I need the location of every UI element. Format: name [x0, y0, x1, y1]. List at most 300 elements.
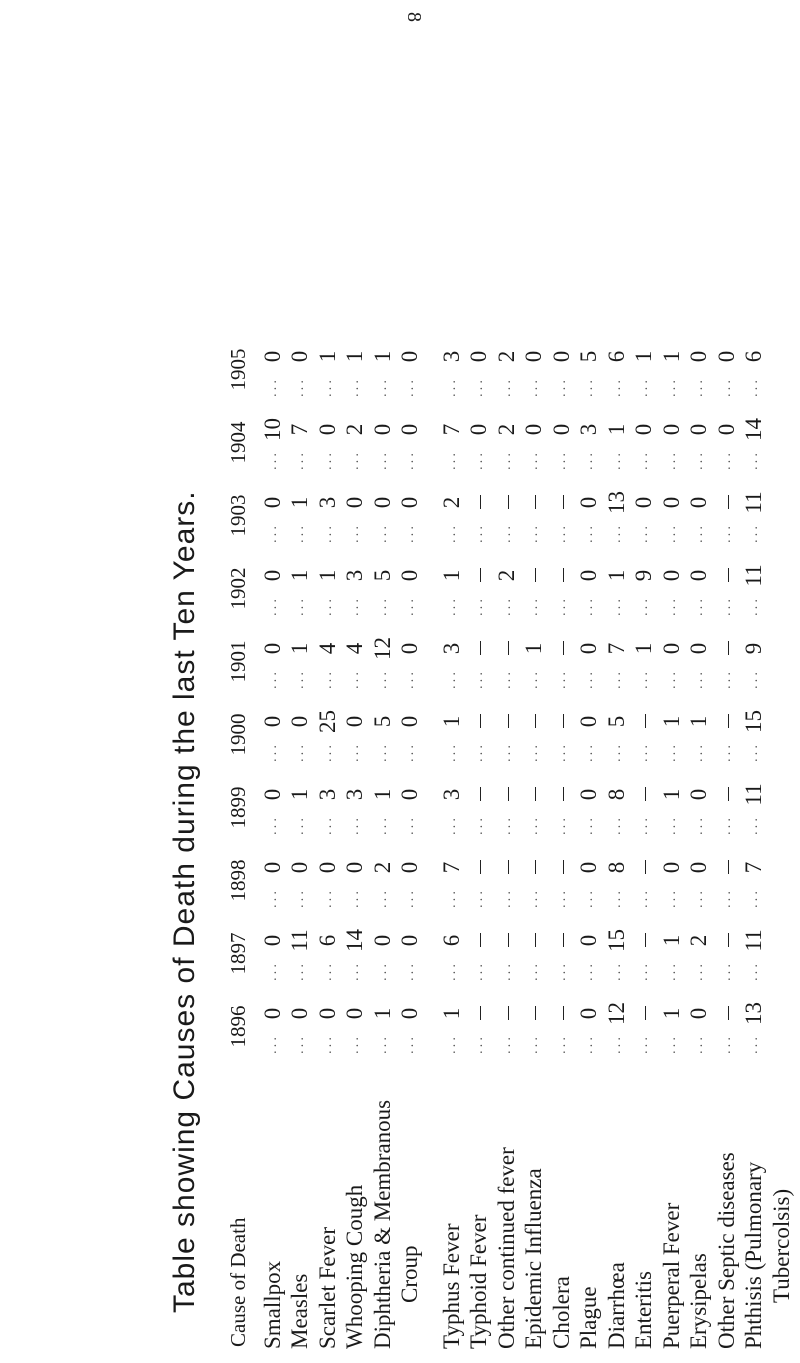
value-text: 0: [658, 861, 684, 874]
value-text: [494, 853, 520, 883]
cause-cell: Puerperal Fever: [658, 1202, 684, 1349]
value-cell: [342, 552, 370, 625]
leader-dots: ···: [502, 669, 518, 690]
leader-dots: ···: [585, 523, 601, 544]
leader-dots: ···: [475, 742, 491, 763]
value-cell: [438, 990, 466, 1063]
value-cell: [259, 698, 287, 771]
leader-dots: ···: [722, 596, 738, 617]
leader-dots: ···: [750, 815, 766, 836]
value-text: [631, 999, 657, 1029]
value-text: 0: [466, 423, 492, 436]
value-cell: [259, 479, 287, 552]
dash-mark: [480, 642, 481, 656]
value-text: 0: [314, 861, 340, 874]
leader-dots: ···: [378, 815, 394, 836]
value-text: [466, 634, 492, 664]
value-text: 5: [576, 350, 602, 363]
value-cell: [397, 625, 425, 698]
value-cell: [548, 844, 576, 917]
leader-dots: ···: [640, 742, 656, 763]
leader-dots: ···: [530, 596, 546, 617]
leader-dots: ···: [695, 669, 711, 690]
value-text: 3: [314, 496, 340, 509]
value-cell: [548, 625, 576, 698]
leader-dots: ···: [406, 596, 422, 617]
year-header: 1899: [225, 786, 250, 829]
value-text: 0: [397, 350, 423, 363]
leader-dots: ···: [750, 888, 766, 909]
value-cell: [631, 406, 659, 479]
value-text: [549, 853, 575, 883]
value-text: 0: [631, 496, 657, 509]
value-text: 0: [576, 715, 602, 728]
value-cell: [287, 698, 315, 771]
value-cell: [713, 990, 741, 1063]
leader-dots: ···: [612, 523, 628, 544]
value-text: 0: [521, 350, 547, 363]
leader-dots: ···: [447, 742, 463, 763]
value-cell: [713, 844, 741, 917]
value-text: 1: [287, 496, 313, 509]
value-text: 1: [658, 715, 684, 728]
value-cell: [342, 479, 370, 552]
leader-dots: ···: [351, 888, 367, 909]
leader-dots: ···: [585, 450, 601, 471]
value-text: 1: [438, 715, 464, 728]
leader-dots: ···: [750, 377, 766, 398]
value-cell: [768, 406, 796, 479]
leader-dots: ···: [502, 961, 518, 982]
value-cell: [314, 552, 342, 625]
value-text: 11: [741, 783, 767, 806]
value-text: [549, 488, 575, 518]
value-cell: [342, 917, 370, 990]
value-cell: [658, 333, 686, 406]
value-text: 9: [631, 569, 657, 582]
leader-dots: ···: [530, 450, 546, 471]
leader-dots: ···: [722, 815, 738, 836]
value-cell: [369, 333, 397, 406]
value-cell: [603, 406, 631, 479]
value-cell: [493, 917, 521, 990]
leader-dots: ···: [667, 596, 683, 617]
value-text: 0: [369, 496, 395, 509]
value-text: 0: [259, 642, 285, 655]
leader-dots: ···: [722, 523, 738, 544]
leader-dots: ···: [557, 742, 573, 763]
value-text: 0: [397, 934, 423, 947]
value-cell: [287, 844, 315, 917]
value-text: [466, 780, 492, 810]
value-text: 1: [369, 1007, 395, 1020]
value-text: 1: [369, 788, 395, 801]
value-cell: [521, 333, 549, 406]
value-cell: [631, 917, 659, 990]
leader-dots: ···: [447, 815, 463, 836]
value-cell: [603, 552, 631, 625]
value-cell: [631, 771, 659, 844]
leader-dots: ···: [585, 596, 601, 617]
value-cell: [259, 552, 287, 625]
leader-dots: ···: [268, 1034, 284, 1055]
value-cell: [576, 698, 604, 771]
value-cell: [686, 333, 714, 406]
leader-dots: ···: [557, 1034, 573, 1055]
value-cell: [768, 844, 796, 917]
value-cell: [342, 406, 370, 479]
value-text: 1: [438, 1007, 464, 1020]
cause-cell: Smallpox: [259, 1260, 285, 1349]
leader-dots: ···: [530, 377, 546, 398]
value-text: 2: [438, 496, 464, 509]
dash-mark: [535, 788, 536, 802]
value-text: 2: [493, 569, 519, 582]
value-text: 0: [658, 569, 684, 582]
leader-dots: ···: [612, 450, 628, 471]
leader-dots: ···: [351, 523, 367, 544]
leader-dots: ···: [530, 888, 546, 909]
leader-dots: ···: [447, 669, 463, 690]
value-cell: [493, 844, 521, 917]
value-text: 25: [314, 710, 340, 733]
value-cell: [521, 917, 549, 990]
dash-mark: [563, 642, 564, 656]
value-cell: [314, 333, 342, 406]
value-text: 1: [603, 569, 629, 582]
leader-dots: ···: [640, 596, 656, 617]
dash-mark: [563, 861, 564, 875]
value-cell: [438, 771, 466, 844]
value-text: [549, 707, 575, 737]
leader-dots: ···: [640, 961, 656, 982]
leader-dots: ···: [667, 523, 683, 544]
value-text: 0: [576, 934, 602, 947]
value-cell: [466, 552, 494, 625]
leader-dots: ···: [502, 742, 518, 763]
leader-dots: ···: [585, 961, 601, 982]
dash-mark: [728, 788, 729, 802]
year-header: 1903: [225, 494, 250, 537]
value-cell: [466, 990, 494, 1063]
leader-dots: ···: [378, 1034, 394, 1055]
dash-mark: [480, 569, 481, 583]
leader-dots: ···: [750, 669, 766, 690]
value-text: 0: [397, 423, 423, 436]
cause-cell: Tubercolsis): [768, 1188, 794, 1303]
value-cell: [686, 479, 714, 552]
value-text: 1: [658, 788, 684, 801]
leader-dots: ···: [640, 450, 656, 471]
leader-dots: ···: [557, 523, 573, 544]
leader-dots: ···: [557, 377, 573, 398]
value-text: 0: [259, 1007, 285, 1020]
value-text: [549, 780, 575, 810]
value-text: 1: [438, 569, 464, 582]
leader-dots: ···: [406, 742, 422, 763]
leader-dots: ···: [722, 961, 738, 982]
value-cell: [576, 625, 604, 698]
page-number: 8: [403, 12, 425, 22]
value-cell: [548, 479, 576, 552]
value-text: 0: [713, 350, 739, 363]
value-cell: [576, 990, 604, 1063]
value-cell: [658, 990, 686, 1063]
value-cell: [631, 625, 659, 698]
value-text: 0: [314, 1007, 340, 1020]
value-text: [521, 780, 547, 810]
dash-mark: [508, 788, 509, 802]
leader-dots: ···: [695, 815, 711, 836]
leader-dots: ···: [378, 669, 394, 690]
cause-cell: Other Septic diseases: [713, 1152, 739, 1349]
leader-dots: ···: [640, 888, 656, 909]
value-text: 6: [314, 934, 340, 947]
value-cell: [741, 406, 769, 479]
value-text: 0: [658, 496, 684, 509]
leader-dots: ···: [750, 1034, 766, 1055]
leader-dots: ···: [750, 742, 766, 763]
value-text: 15: [603, 929, 629, 952]
value-text: 0: [521, 423, 547, 436]
leader-dots: ···: [351, 669, 367, 690]
leader-dots: ···: [530, 523, 546, 544]
leader-dots: ···: [722, 377, 738, 398]
value-cell: [314, 771, 342, 844]
value-text: 0: [342, 496, 368, 509]
leader-dots: ···: [296, 888, 312, 909]
value-cell: [493, 990, 521, 1063]
leader-dots: ···: [296, 1034, 312, 1055]
leader-dots: ···: [695, 523, 711, 544]
value-cell: [741, 771, 769, 844]
value-cell: [603, 698, 631, 771]
cause-cell: Diarrhœa: [603, 1262, 629, 1349]
value-text: 13: [603, 491, 629, 514]
value-text: 0: [686, 788, 712, 801]
leader-dots: ···: [502, 815, 518, 836]
value-cell: [521, 552, 549, 625]
value-text: 1: [369, 350, 395, 363]
spacer-cell: [424, 333, 438, 1353]
value-text: 2: [493, 423, 519, 436]
leader-dots: ···: [323, 596, 339, 617]
year-header: 1905: [225, 348, 250, 391]
leader-dots: ···: [667, 450, 683, 471]
value-text: 1: [658, 1007, 684, 1020]
cause-cell: Measles: [287, 1273, 313, 1349]
leader-dots: ···: [296, 450, 312, 471]
value-cell: [741, 917, 769, 990]
row-spacer: [424, 333, 438, 1353]
value-cell: [438, 552, 466, 625]
value-text: 8: [603, 788, 629, 801]
cause-cell: Epidemic Influenza: [521, 1168, 547, 1349]
value-cell: [603, 917, 631, 990]
table-row: [369, 333, 397, 1353]
table-row: [603, 333, 631, 1353]
cause-cell: Diphtheria & Membranous: [369, 1099, 395, 1349]
dash-mark: [563, 1007, 564, 1021]
value-cell: [287, 333, 315, 406]
value-text: 0: [466, 350, 492, 363]
dash-mark: [535, 1007, 536, 1021]
leader-dots: ···: [268, 596, 284, 617]
leader-dots: ···: [695, 888, 711, 909]
dash-mark: [645, 715, 646, 729]
leader-dots: ···: [378, 742, 394, 763]
value-cell: [768, 698, 796, 771]
leader-dots: ···: [268, 888, 284, 909]
value-text: 11: [741, 929, 767, 952]
cause-cell: Other continued fever: [493, 1147, 519, 1349]
value-cell: [521, 771, 549, 844]
leader-dots: ···: [351, 961, 367, 982]
table-row: [741, 333, 769, 1353]
year-header: 1904: [225, 421, 250, 464]
value-text: 10: [259, 418, 285, 441]
leader-dots: ···: [667, 1034, 683, 1055]
value-cell: [603, 771, 631, 844]
value-text: 0: [576, 788, 602, 801]
leader-dots: ···: [447, 450, 463, 471]
value-cell: [741, 479, 769, 552]
year-header: 1896: [225, 1005, 250, 1048]
value-text: 4: [314, 642, 340, 655]
value-text: 4: [342, 642, 368, 655]
leader-dots: ···: [557, 596, 573, 617]
value-cell: [686, 552, 714, 625]
value-cell: [768, 917, 796, 990]
year-header: 1900: [225, 713, 250, 756]
value-cell: [314, 406, 342, 479]
value-cell: [631, 479, 659, 552]
value-text: [466, 999, 492, 1029]
leader-dots: ···: [323, 961, 339, 982]
value-cell: [369, 990, 397, 1063]
value-text: 0: [314, 423, 340, 436]
value-text: [494, 926, 520, 956]
leader-dots: ···: [378, 961, 394, 982]
leader-dots: ···: [323, 815, 339, 836]
leader-dots: ···: [612, 596, 628, 617]
dash-mark: [728, 1007, 729, 1021]
value-text: 3: [438, 788, 464, 801]
value-cell: [603, 990, 631, 1063]
value-text: 5: [369, 569, 395, 582]
leader-dots: ···: [585, 1034, 601, 1055]
leader-dots: ···: [722, 742, 738, 763]
table-body: [259, 333, 796, 1353]
header-row: [225, 333, 259, 1353]
leader-dots: ···: [268, 961, 284, 982]
value-cell: [438, 844, 466, 917]
dash-mark: [645, 1007, 646, 1021]
leader-dots: ···: [722, 450, 738, 471]
value-cell: [493, 552, 521, 625]
value-text: [521, 853, 547, 883]
dash-mark: [480, 1007, 481, 1021]
leader-dots: ···: [640, 523, 656, 544]
value-text: 0: [576, 496, 602, 509]
cause-cell: Typhoid Fever: [466, 1214, 492, 1349]
value-text: [521, 488, 547, 518]
dash-mark: [508, 934, 509, 948]
table-row: [713, 333, 741, 1353]
leader-dots: ···: [351, 742, 367, 763]
value-cell: [768, 552, 796, 625]
value-text: 15: [741, 710, 767, 733]
leader-dots: ···: [406, 888, 422, 909]
value-text: [714, 488, 740, 518]
value-text: 0: [259, 715, 285, 728]
leader-dots: ···: [502, 596, 518, 617]
leader-dots: ···: [502, 450, 518, 471]
leader-dots: ···: [406, 450, 422, 471]
leader-dots: ···: [475, 888, 491, 909]
leader-dots: ···: [585, 742, 601, 763]
value-cell: [259, 406, 287, 479]
leader-dots: ···: [750, 596, 766, 617]
value-cell: [741, 625, 769, 698]
dash-mark: [480, 496, 481, 510]
dash-mark: [728, 715, 729, 729]
dash-mark: [645, 934, 646, 948]
value-text: 0: [259, 496, 285, 509]
table-row: [768, 333, 796, 1353]
dash-mark: [535, 569, 536, 583]
value-text: [494, 488, 520, 518]
value-cell: [521, 479, 549, 552]
value-cell: [466, 406, 494, 479]
value-text: 1: [603, 423, 629, 436]
value-text: 2: [686, 934, 712, 947]
leader-dots: ···: [695, 377, 711, 398]
leader-dots: ···: [296, 815, 312, 836]
value-text: 7: [741, 861, 767, 874]
value-text: 0: [397, 1007, 423, 1020]
leader-dots: ···: [475, 596, 491, 617]
value-text: 3: [576, 423, 602, 436]
leader-dots: ···: [406, 523, 422, 544]
value-cell: [287, 990, 315, 1063]
value-text: 0: [548, 350, 574, 363]
value-cell: [576, 333, 604, 406]
leader-dots: ···: [296, 961, 312, 982]
cause-cell: Phthisis (Pulmonary: [741, 1161, 767, 1349]
value-text: [521, 926, 547, 956]
cause-column-header: Cause of Death: [225, 1217, 250, 1347]
table-row: [287, 333, 315, 1353]
value-cell: [576, 479, 604, 552]
leader-dots: ···: [323, 377, 339, 398]
leader-dots: ···: [378, 377, 394, 398]
leader-dots: ···: [378, 523, 394, 544]
value-cell: [397, 771, 425, 844]
leader-dots: ···: [750, 523, 766, 544]
dash-mark: [645, 861, 646, 875]
value-text: [631, 926, 657, 956]
value-text: 0: [713, 423, 739, 436]
value-cell: [466, 625, 494, 698]
value-cell: [259, 771, 287, 844]
leader-dots: ···: [640, 377, 656, 398]
leader-dots: ···: [612, 888, 628, 909]
value-text: [714, 561, 740, 591]
value-cell: [713, 698, 741, 771]
value-cell: [658, 698, 686, 771]
value-text: [631, 780, 657, 810]
